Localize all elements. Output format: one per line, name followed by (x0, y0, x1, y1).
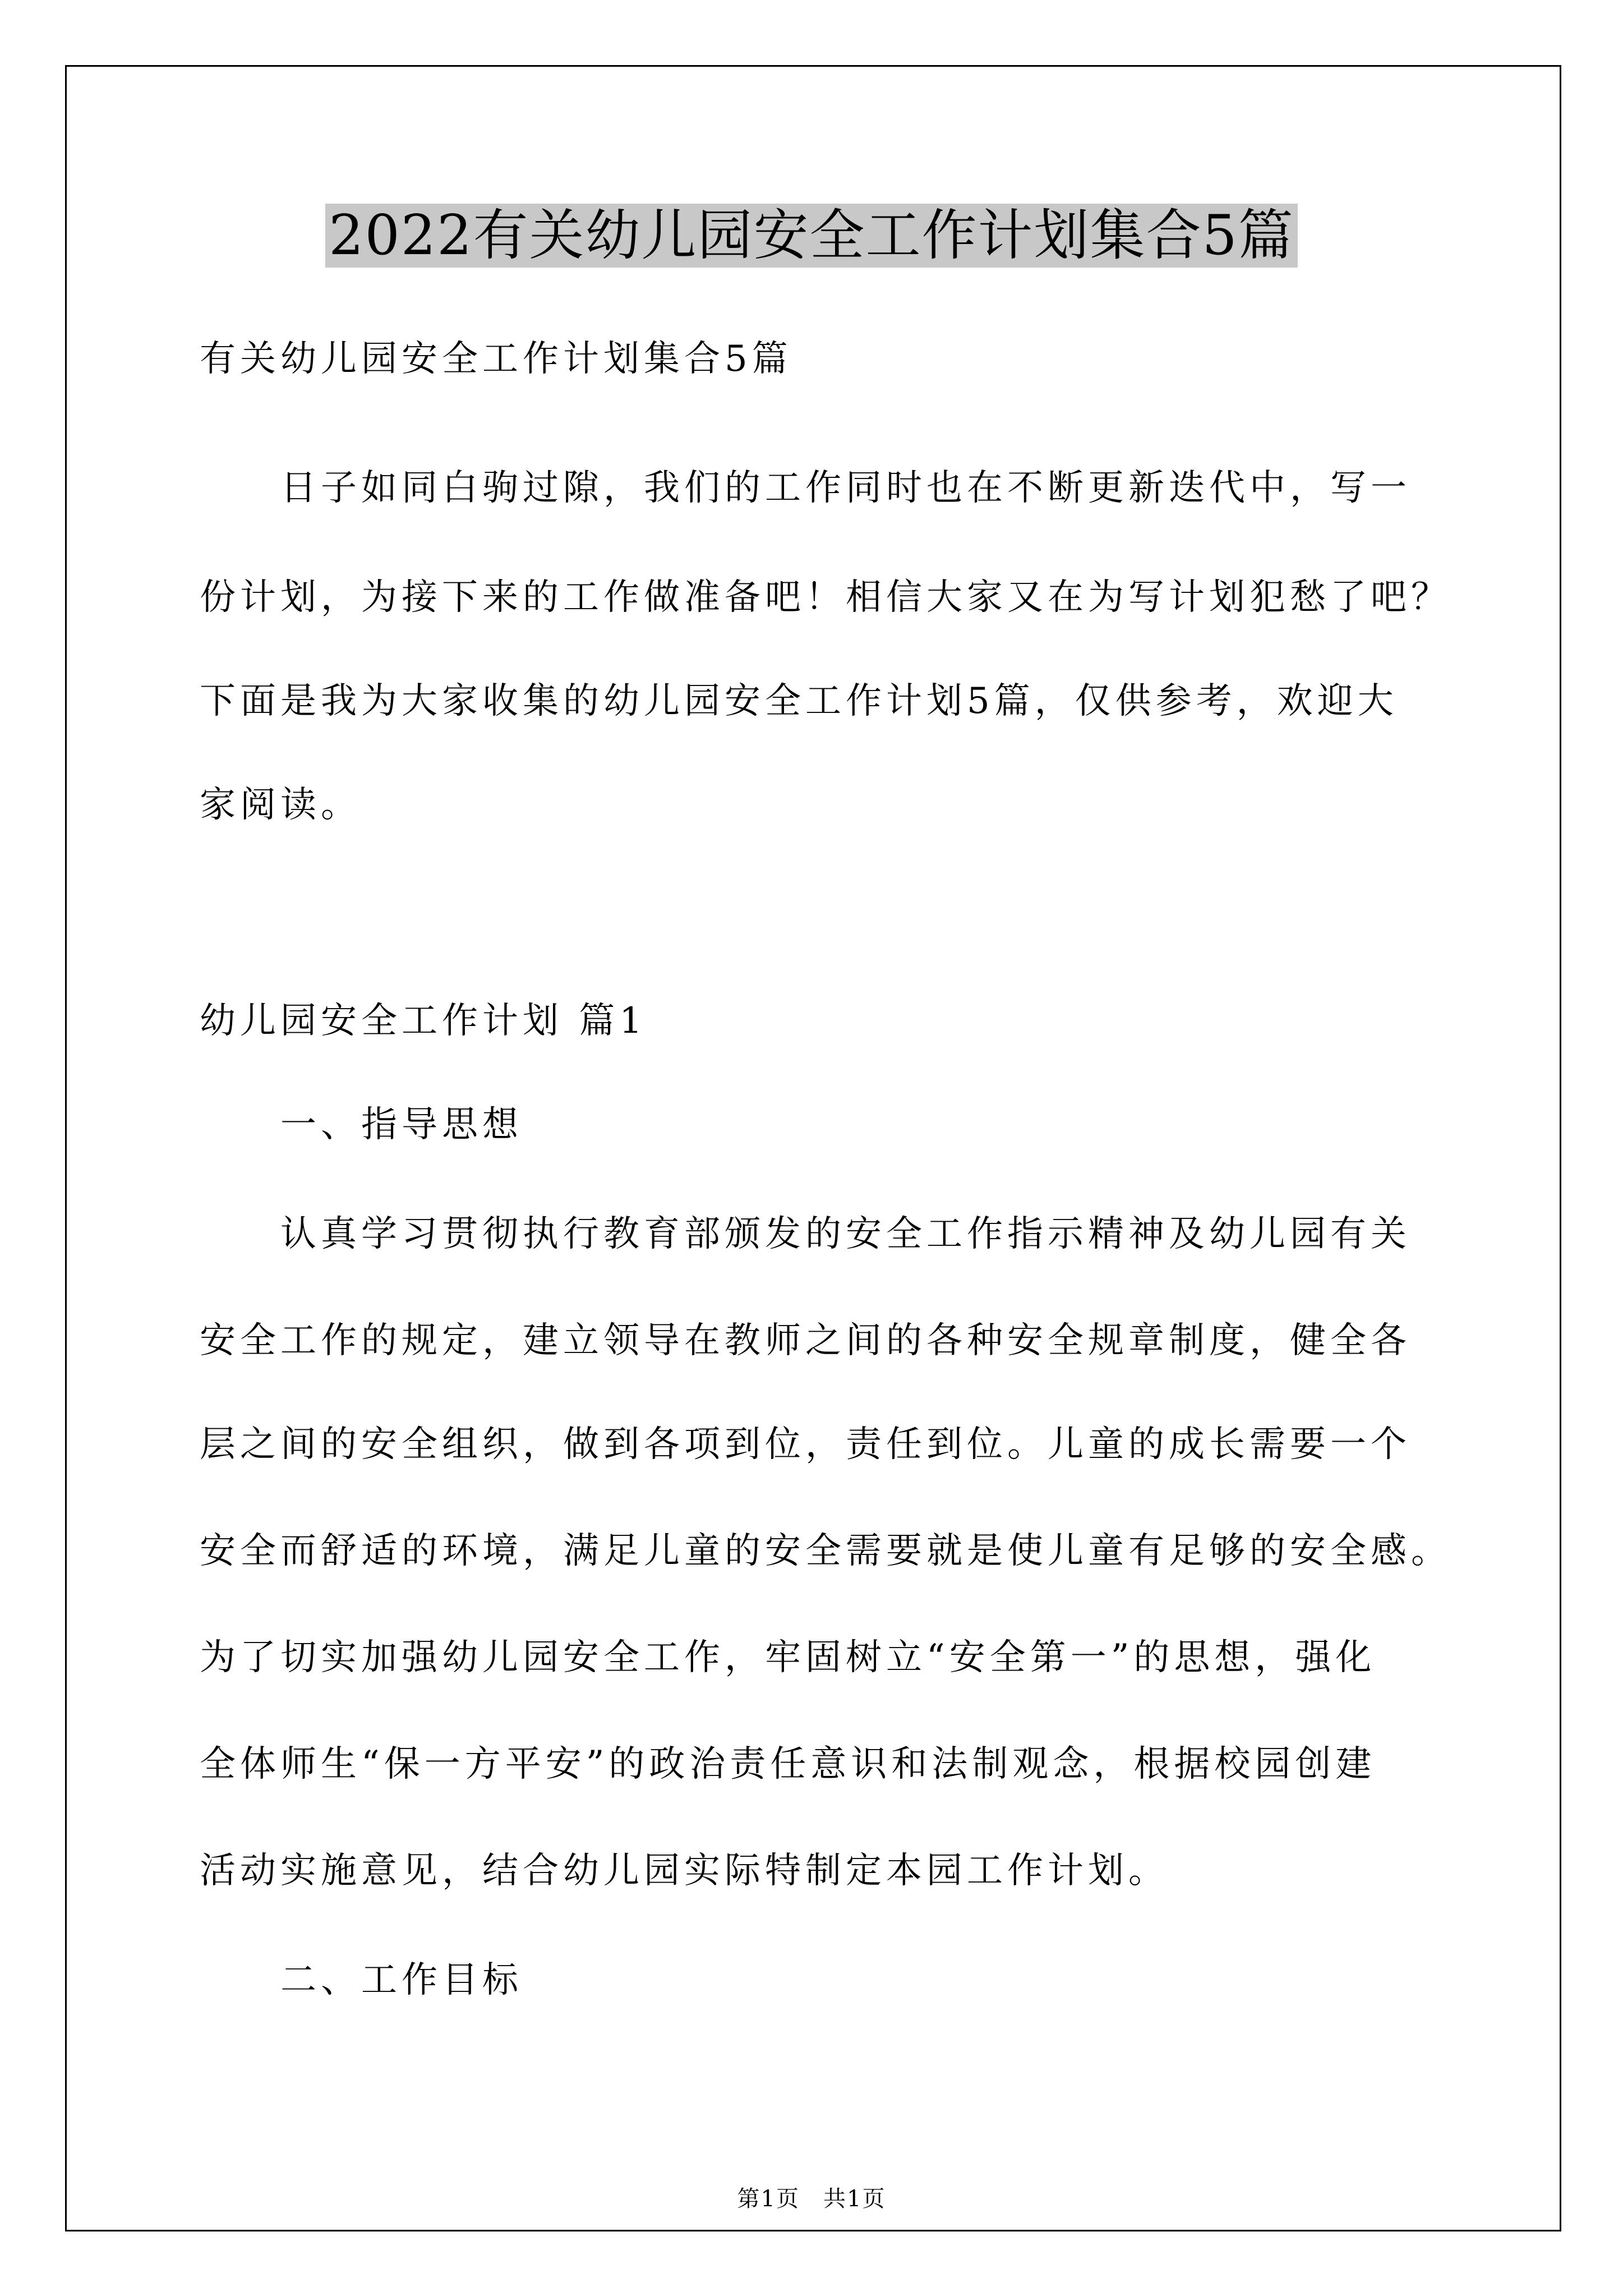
document-title-text: 2022有关幼儿园安全工作计划集合5篇 (325, 204, 1298, 268)
page-footer: 第1页 共1页 (737, 2186, 886, 2212)
body-line-6: 全体师生“保一方平安”的政治责任意识和法制观念，根据校园创建 (200, 1743, 1376, 1785)
intro-line-2: 份计划，为接下来的工作做准备吧！相信大家又在为写计划犯愁了吧？ (200, 577, 1451, 618)
body-line-3: 层之间的安全组织，做到各项到位，责任到位。儿童的成长需要一个 (200, 1424, 1411, 1465)
section-heading: 幼儿园安全工作计划 篇1 (200, 1000, 647, 1042)
body-line-7: 活动实施意见，结合幼儿园实际特制定本园工作计划。 (200, 1850, 1169, 1892)
body-line-2: 安全工作的规定，建立领导在教师之间的各种安全规章制度，健全各 (200, 1320, 1411, 1361)
intro-line-3: 下面是我为大家收集的幼儿园安全工作计划5篇，仅供参考，欢迎大 (200, 680, 1398, 722)
intro-line-4: 家阅读。 (200, 784, 361, 826)
body-line-5: 为了切实加强幼儿园安全工作，牢固树立“安全第一”的思想，强化 (200, 1637, 1376, 1678)
heading-guiding-ideology: 一、指导思想 (280, 1104, 523, 1145)
body-line-1: 认真学习贯彻执行教育部颁发的安全工作指示精神及幼儿园有关 (280, 1213, 1411, 1255)
document-subtitle: 有关幼儿园安全工作计划集合5篇 (200, 338, 792, 380)
document-title (0, 191, 1623, 280)
intro-line-1: 日子如同白驹过隙，我们的工作同时也在不断更新迭代中，写一 (280, 467, 1411, 509)
heading-work-goals: 二、工作目标 (280, 1959, 523, 2001)
body-line-4: 安全而舒适的环境，满足儿童的安全需要就是使儿童有足够的安全感。 (200, 1530, 1451, 1572)
